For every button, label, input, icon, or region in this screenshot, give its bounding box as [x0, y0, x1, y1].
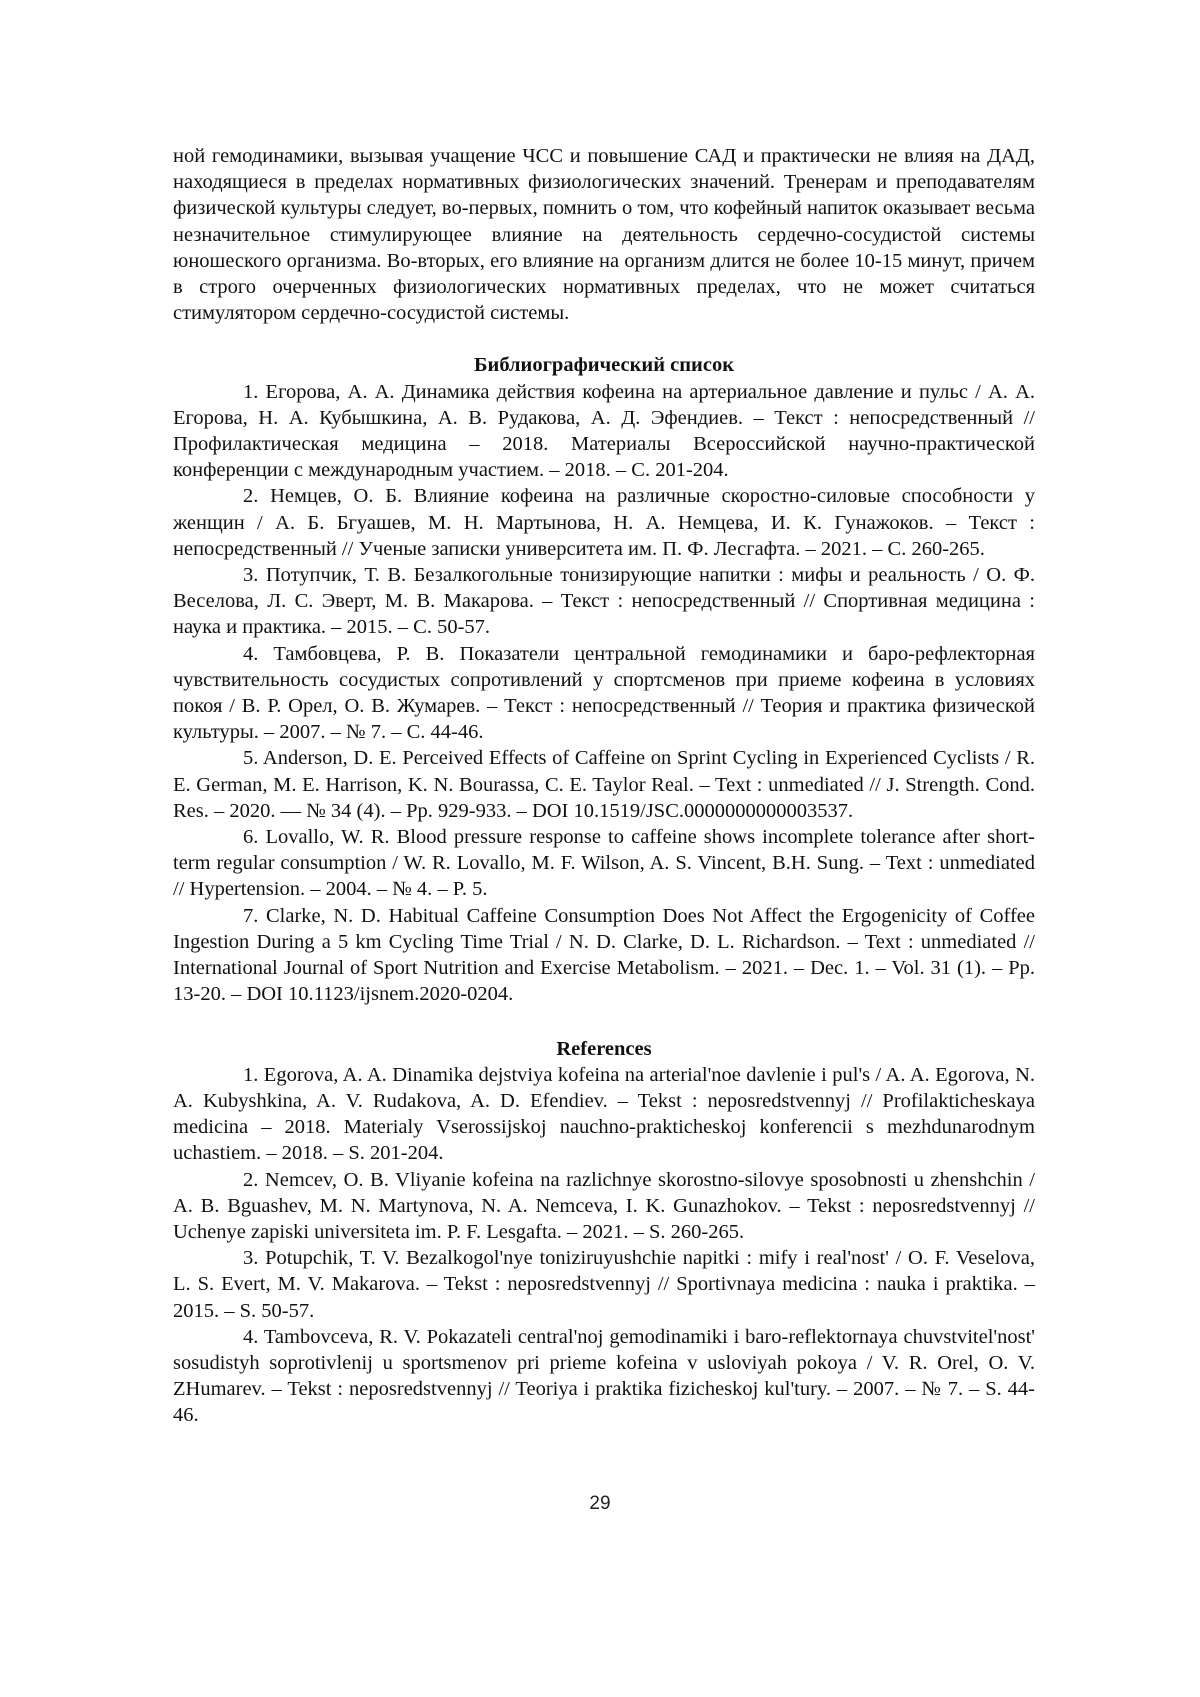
bibliography-item: 1. Егорова, А. А. Динамика действия кофеина на артериальное давление и пульс / А. А. Егорова, Н. А. Кубышкина, А. В. Рудакова, А. Д. Эфендиев. – Текст : непосредственный // Профилактическая медицина – 2018. Материалы Всероссийской научно-практической конференции с международным участием. – 2018. – С. 201-204. [173, 380, 1035, 482]
reference-item: 1. Egorova, A. A. Dinamika dejstviya kofeina na arterial'noe davlenie i pul's / A. A. Egorova, N. A. Kubyshkina, A. V. Rudakova, A. D. Efendiev. – Tekst : neposredstvennyj // Profilakticheskaya medicina – 2018. Materialy Vserossijskoj nauchno-prakticheskoj konferencii s mezhdunarodnym uchastiem. – 2018. – S. 201-204. [173, 1063, 1035, 1165]
intro-paragraph: ной гемодинамики, вызывая учащение ЧСС и повышение САД и практически не влияя на ДАД, находящиеся в пределах нормативных физиологических значений. Тренерам и преподавателям физической культуры следует, во-первых, помнить о том, что кофейный напиток оказывает весьма незначительное стимулирующее влияние на деятельность сердечно-сосудистой системы юношеского организма. Во-вторых, его влияние на организм длится не более 10-15 минут, причем в строго очерченных физиологических нормативных пределах, что не может считаться стимулятором сердечно-сосудистой системы. [173, 145, 1035, 325]
bibliography-item: 5. Anderson, D. E. Perceived Effects of Caffeine on Sprint Cycling in Experienced Cyclists / R. E. German, M. E. Harrison, K. N. Bourassa, C. E. Taylor Real. – Text : unmediated // J. Strength. Cond. Res. – 2020. — № 34 (4). – Pp. 929-933. – DOI 10.1519/JSC.0000000000003537. [173, 747, 1035, 822]
reference-item: 3. Potupchik, T. V. Bezalkogol'nye toniziruyushchie napitki : mify i real'nost' / O. F. Veselova, L. S. Evert, M. V. Makarova. – Tekst : neposredstvennyj // Sportivnaya medicina : nauka i praktika. – 2015. – S. 50-57. [173, 1247, 1035, 1322]
page-content [173, 143, 1035, 1429]
bibliography-item: 7. Clarke, N. D. Habitual Caffeine Consumption Does Not Affect the Ergogenicity of Coffee Ingestion During a 5 km Cycling Time Trial / N. D. Clarke, D. L. Richardson. – Text : unmediated // International Journal of Sport Nutrition and Exercise Metabolism. – 2021. – Dec. 1. – Vol. 31 (1). – Pp. 13-20. – DOI 10.1123/ijsnem.2020-0204. [173, 904, 1035, 1006]
bibliography-item: 2. Немцев, О. Б. Влияние кофеина на различные скоростно-силовые способности у женщин / А. Б. Бгуашев, М. Н. Мартынова, Н. А. Немцева, И. К. Гунажоков. – Текст : непосредственный // Ученые записки университета им. П. Ф. Лесгафта. – 2021. – С. 260-265. [173, 485, 1035, 560]
bibliography-item: 3. Потупчик, Т. В. Безалкогольные тонизирующие напитки : мифы и реальность / О. Ф. Веселова, Л. С. Эверт, М. В. Макарова. – Текст : непосредственный // Спортивная медицина : наука и практика. – 2015. – С. 50-57. [173, 564, 1035, 639]
bibliography-item: 4. Тамбовцева, Р. В. Показатели центральной гемодинамики и баро-рефлекторная чувствительность сосудистых сопротивлений у спортсменов при приеме кофеина в условиях покоя / В. Р. Орел, О. В. Жумарев. – Текст : непосредственный // Теория и практика физической культуры. – 2007. – № 7. – С. 44-46. [173, 642, 1035, 744]
reference-item: 2. Nemcev, O. B. Vliyanie kofeina na razlichnye skorostno-silovye sposobnosti u zhenshchin / A. B. Bguashev, M. N. Martynova, N. A. Nemceva, I. K. Gunazhokov. – Tekst : neposredstvennyj // Uchenye zapiski universiteta im. P. F. Lesgafta. – 2021. – S. 260-265. [173, 1168, 1035, 1243]
reference-item: 4. Tambovceva, R. V. Pokazateli central'noj gemodinamiki i baro-reflektornaya chuvstvitel'nost' sosudistyh soprotivlenij u sportsmenov pri prieme kofeina v usloviyah pokoya / V. R. Orel, O. V. ZHumarev. – Tekst : neposredstvennyj // Teoriya i praktika fizicheskoj kul'tury. – 2007. – № 7. – S. 44-46. [173, 1325, 1035, 1427]
bibliography-heading: Библиографический список [473, 354, 735, 377]
bibliography-list [173, 379, 1035, 1008]
page-number: 29 [589, 1493, 611, 1514]
references-list [173, 1062, 1035, 1429]
bibliography-item: 6. Lovallo, W. R. Blood pressure response to caffeine shows incomplete tolerance after short-term regular consumption / W. R. Lovallo, M. F. Wilson, A. S. Vincent, B.H. Sung. – Text : unmediated // Hypertension. – 2004. – № 4. – P. 5. [173, 826, 1035, 901]
references-heading: References [556, 1037, 652, 1060]
